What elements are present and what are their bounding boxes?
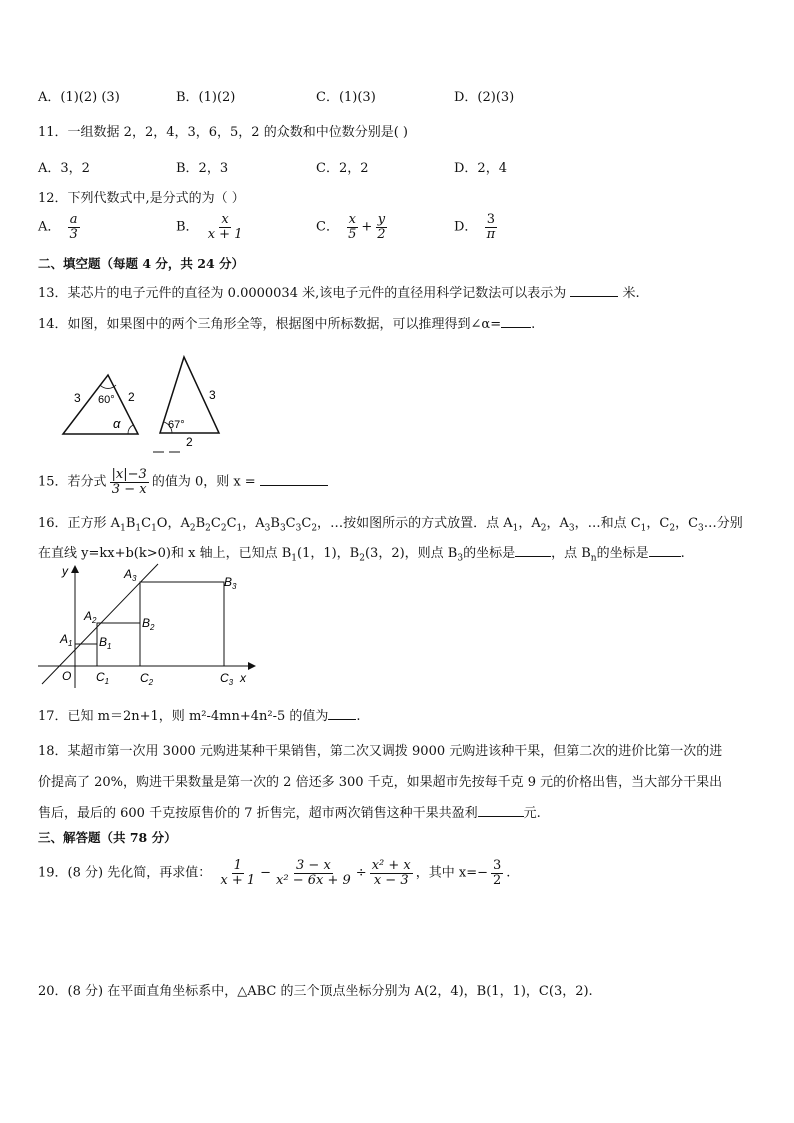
- angle-label: 67°: [168, 419, 185, 431]
- side-label: 2: [186, 435, 193, 449]
- answer-blank: [328, 708, 356, 720]
- q11-option-d: D．2，4: [454, 161, 507, 176]
- subscript: 3: [232, 582, 237, 591]
- fraction-c1: $\frac{x}{5}$: [348, 212, 357, 242]
- subscript: 1: [104, 677, 110, 686]
- option-label: C．: [316, 219, 339, 235]
- squares-on-line-graph: [34, 560, 264, 690]
- point-label-c1: C: [96, 670, 105, 684]
- svg-text:C2: [140, 671, 154, 687]
- q16-text: ，点 B: [551, 546, 591, 561]
- subscript: 1: [68, 639, 73, 648]
- q11-option-b: B．2，3: [176, 161, 229, 176]
- answer-blank: [570, 285, 618, 297]
- q20: 20．(8 分) 在平面直角坐标系中，△ABC 的三个顶点坐标分别为 A(2，4)，B(1，1)，C(3，2).: [38, 984, 593, 999]
- q10-option-d: D．(2)(3): [454, 90, 515, 105]
- q13-tail: 米.: [622, 286, 640, 301]
- q19-value-fraction: $\frac{3}{2}$: [492, 858, 502, 888]
- q19-fraction-3: $\frac{\text{x² + x}}{x - 3}$: [371, 858, 411, 888]
- q18-text: 售后，最后的 600 千克按原售价的 7 折售完，超市两次销售这种干果共盈利: [38, 806, 478, 821]
- q17-tail: .: [356, 709, 361, 724]
- svg-text:A2: [83, 609, 97, 625]
- option-label: A．: [38, 219, 61, 235]
- q16-text: …分别: [703, 516, 743, 531]
- side-label: 3: [209, 388, 216, 402]
- q16-text: 的坐标是: [463, 546, 516, 561]
- subscript: 2: [150, 623, 155, 632]
- q19-pre: 19．(8 分) 先化简，再求值：: [38, 865, 212, 881]
- square-1: [75, 644, 97, 666]
- option-label: B．: [176, 219, 199, 235]
- fraction-c2: $\frac{y}{2}$: [377, 212, 386, 242]
- q12-option-c: [316, 213, 391, 241]
- minus-sign: −: [260, 865, 272, 881]
- x-label: x: [240, 671, 246, 685]
- q12-option-d: [454, 213, 500, 241]
- q19-fraction-1: $\frac{1}{x + 1}$: [220, 858, 256, 888]
- y-label: y: [62, 564, 68, 578]
- section-fill-in-title: 二、填空题（每题 4 分，共 24 分）: [38, 256, 245, 271]
- q11-option-a: A．3，2: [38, 161, 90, 176]
- q14: [38, 313, 535, 332]
- point-label-c2: C: [140, 671, 149, 685]
- q13: [38, 282, 640, 301]
- q16-text: ，…和点 C: [574, 516, 641, 531]
- point-label-b2: B: [142, 616, 151, 630]
- side-label: 2: [128, 390, 135, 404]
- q16-text: 的坐标是: [596, 546, 649, 561]
- angle-label: 60°: [98, 394, 115, 406]
- q14-text: 14．如图，如果图中的两个三角形全等，根据图中所标数据，可以推理得到∠α=: [38, 317, 502, 332]
- q19: [38, 859, 510, 887]
- q16-line2: 在直线 y=kx+b(k>0)和 x 轴上，已知点 $B_1(1$，1)，$B_2(3$，2)，则点 $B_3$的坐标是 ，点 $B_n$的坐标是 .: [38, 546, 685, 564]
- subscript: 3: [228, 678, 234, 687]
- svg-text:A3: [123, 567, 137, 583]
- svg-text:A1: [59, 632, 72, 648]
- point-label-c3: C: [220, 671, 229, 685]
- q10-option-a: A．(1)(2) (3): [38, 90, 120, 105]
- q18-line2: 价提高了 20%，购进干果数量是第一次的 2 倍还多 300 千克，如果超市先按每千克 9 元的价格出售，当大部分干果出: [38, 775, 723, 790]
- q14-tail: .: [531, 317, 536, 332]
- q19-post: ，其中 x=−: [415, 865, 488, 881]
- fraction-d: $\frac{3}{\pi}$: [486, 212, 496, 242]
- answer-blank: [260, 474, 328, 486]
- point-label-a1: A: [60, 632, 69, 646]
- q18-line3: [38, 802, 541, 821]
- q15-pre: 15．若分式: [38, 474, 107, 490]
- subscript: 2: [92, 616, 97, 625]
- angle-arc-alpha: [128, 425, 133, 434]
- x-axis-arrow: [248, 662, 256, 670]
- section-answer-title: 三、解答题（共 78 分）: [38, 830, 177, 845]
- q18-tail: 元.: [523, 806, 541, 821]
- subscript: 3: [132, 574, 137, 583]
- origin-label: O: [62, 669, 72, 683]
- answer-blank: [515, 545, 551, 557]
- q13-text: 13．某芯片的电子元件的直径为 0.0000034 米,该电子元件的直径用科学记数法可以表示为: [38, 286, 567, 301]
- q12-option-b: [176, 213, 247, 241]
- q15: [38, 468, 328, 496]
- q16-text: (1，1)，B: [297, 546, 360, 561]
- q15-fraction: $\frac{|x|-3}{3 - x}$: [111, 467, 147, 497]
- svg-text:C3: [220, 671, 234, 687]
- q16-text: 16．正方形 A: [38, 516, 121, 531]
- q15-post: 的值为 0，则 x =: [151, 474, 256, 490]
- fraction-a: $\frac{a}{3}$: [69, 212, 78, 242]
- svg-text:B2: [142, 616, 155, 632]
- q19-fraction-2: $\frac{3 - x}{\text{x² − 6x + 9}}$: [276, 858, 351, 888]
- point-label-a3: A: [124, 567, 133, 581]
- answer-blank: [478, 805, 524, 817]
- q16-text: 在直线 y=kx+b(k>0)和 x 轴上，已知点 B: [38, 546, 292, 561]
- svg-text:C1: [96, 670, 109, 686]
- plus-sign: +: [361, 219, 373, 235]
- subscript: 2: [148, 678, 154, 687]
- q16-text: …按如图所示的方式放置．点 A: [330, 516, 513, 531]
- q16-line1: 16．正方形 $A_1B_1C_1O$，$A_2B_2C_2C_1$，$A_3B_3C_3C_2$，…按如图所示的方式放置．点 $A_1$，$A_2$，$A_3$，…和点 $C_1$，$C_2$，$C_3\dots$分别: [38, 516, 743, 534]
- congruent-triangles-figure: [58, 352, 238, 456]
- subscript: 1: [107, 642, 112, 651]
- q18-line1: 18．某超市第一次用 3000 元购进某种干果销售，第二次又调拨 9000 元购进该种干果，但第二次的进价比第一次的进: [38, 744, 723, 759]
- q16-text: .: [680, 546, 685, 561]
- side-label: 3: [74, 391, 81, 405]
- answer-blank: [649, 545, 681, 557]
- y-axis-arrow: [71, 565, 79, 573]
- q17-text: 17．已知 m＝2n+1，则 m²-4mn+4n²-5 的值为: [38, 709, 329, 724]
- fraction-b: $\frac{x}{x + 1}$: [207, 212, 243, 242]
- answer-blank: [501, 316, 531, 328]
- q19-end: .: [506, 865, 511, 881]
- q17: [38, 705, 361, 724]
- q16-text: (3，2)，则点 B: [364, 546, 458, 561]
- alpha-label: α: [113, 416, 121, 431]
- point-label-b3: B: [224, 575, 233, 589]
- q12-stem: 12．下列代数式中,是分式的为（ ）: [38, 191, 245, 206]
- divide-sign: ÷: [355, 865, 367, 881]
- svg-text:B3: [224, 575, 237, 591]
- q10-option-b: B．(1)(2): [176, 90, 236, 105]
- svg-text:B1: [99, 635, 111, 651]
- q11-option-c: C．2，2: [316, 161, 369, 176]
- point-label-b1: B: [99, 635, 108, 649]
- q12-option-a: [38, 213, 83, 241]
- q10-option-c: C．(1)(3): [316, 90, 376, 105]
- option-label: D．: [454, 219, 478, 235]
- point-label-a2: A: [84, 609, 93, 623]
- q11-stem: 11．一组数据 2，2，4，3，6，5，2 的众数和中位数分别是( ): [38, 125, 408, 140]
